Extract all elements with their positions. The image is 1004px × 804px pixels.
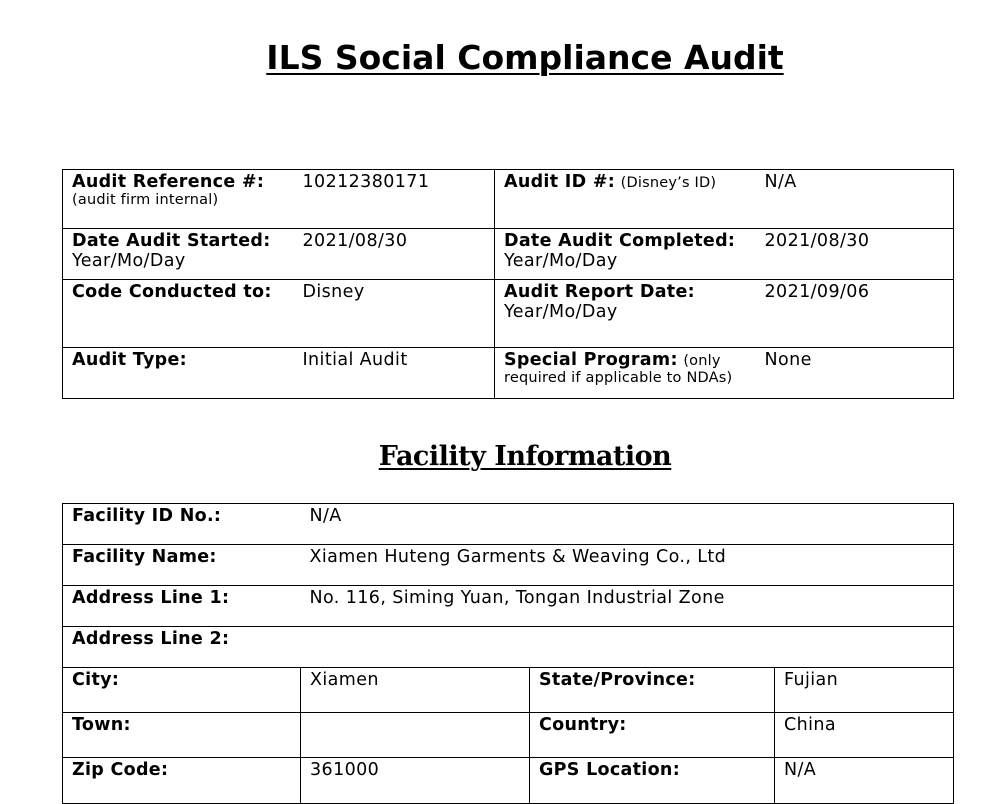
audit-type-label-cell — [63, 348, 303, 399]
audit-id-label: Audit ID #: — [504, 172, 616, 192]
facility-info-table — [62, 503, 954, 804]
special-program-label: Special Program: — [504, 350, 678, 370]
facility-name-label: Facility Name: — [63, 545, 301, 586]
audit-reference-value: 10212380171 — [303, 170, 495, 229]
special-program-note: (only — [683, 353, 721, 369]
state-province-value: Fujian — [775, 668, 954, 713]
country-label: Country: — [530, 713, 775, 758]
facility-id-row — [63, 504, 954, 545]
audit-id-note: (Disney’s ID) — [620, 175, 717, 191]
zip-code-value: 361000 — [301, 758, 530, 804]
country-value: China — [775, 713, 954, 758]
address-line-1-value: No. 116, Siming Yuan, Tongan Industrial Zone — [301, 586, 954, 627]
report-date-value: 2021/09/06 — [765, 280, 954, 348]
audit-row-code — [63, 280, 954, 348]
address-line-2-value — [301, 627, 954, 668]
facility-section-title: Facility Information — [378, 441, 672, 472]
code-conducted-label: Code Conducted to: — [72, 282, 272, 302]
code-conducted-label-cell — [63, 280, 303, 348]
facility-id-value: N/A — [301, 504, 954, 545]
city-value: Xiamen — [301, 668, 530, 713]
town-value — [301, 713, 530, 758]
special-program-value: None — [765, 348, 954, 399]
address-line-2-row — [63, 627, 954, 668]
report-date-format: Year/Mo/Day — [504, 302, 618, 322]
facility-id-label: Facility ID No.: — [63, 504, 301, 545]
facility-name-value: Xiamen Huteng Garments & Weaving Co., Ltd — [301, 545, 954, 586]
audit-reference-label-cell — [63, 170, 303, 229]
town-country-row — [63, 713, 954, 758]
report-date-label: Audit Report Date: — [504, 282, 695, 302]
address-line-2-label: Address Line 2: — [63, 627, 301, 668]
state-province-label: State/Province: — [530, 668, 775, 713]
date-completed-format: Year/Mo/Day — [504, 251, 618, 271]
date-completed-value: 2021/08/30 — [765, 229, 954, 280]
special-program-sublabel: required if applicable to NDAs) — [504, 370, 733, 386]
audit-row-reference — [63, 170, 954, 229]
special-program-label-cell — [495, 348, 765, 399]
gps-location-label: GPS Location: — [530, 758, 775, 804]
audit-reference-sublabel: (audit firm internal) — [72, 192, 219, 208]
address-line-1-label: Address Line 1: — [63, 586, 301, 627]
city-state-row — [63, 668, 954, 713]
audit-id-label-cell — [495, 170, 765, 229]
date-completed-label: Date Audit Completed: — [504, 231, 736, 251]
zip-code-label: Zip Code: — [63, 758, 301, 804]
audit-type-value: Initial Audit — [303, 348, 495, 399]
facility-name-row — [63, 545, 954, 586]
audit-row-dates — [63, 229, 954, 280]
date-started-value: 2021/08/30 — [303, 229, 495, 280]
city-label: City: — [63, 668, 301, 713]
date-started-format: Year/Mo/Day — [72, 251, 186, 271]
audit-reference-label: Audit Reference #: — [72, 172, 265, 192]
date-started-label-cell — [63, 229, 303, 280]
audit-info-table — [62, 169, 954, 399]
town-label: Town: — [63, 713, 301, 758]
report-date-label-cell — [495, 280, 765, 348]
gps-location-value: N/A — [775, 758, 954, 804]
date-completed-label-cell — [495, 229, 765, 280]
audit-row-type — [63, 348, 954, 399]
document-title: ILS Social Compliance Audit — [266, 38, 784, 77]
audit-id-value: N/A — [765, 170, 954, 229]
audit-type-label: Audit Type: — [72, 350, 187, 370]
address-line-1-row — [63, 586, 954, 627]
zip-gps-row — [63, 758, 954, 804]
code-conducted-value: Disney — [303, 280, 495, 348]
date-started-label: Date Audit Started: — [72, 231, 271, 251]
